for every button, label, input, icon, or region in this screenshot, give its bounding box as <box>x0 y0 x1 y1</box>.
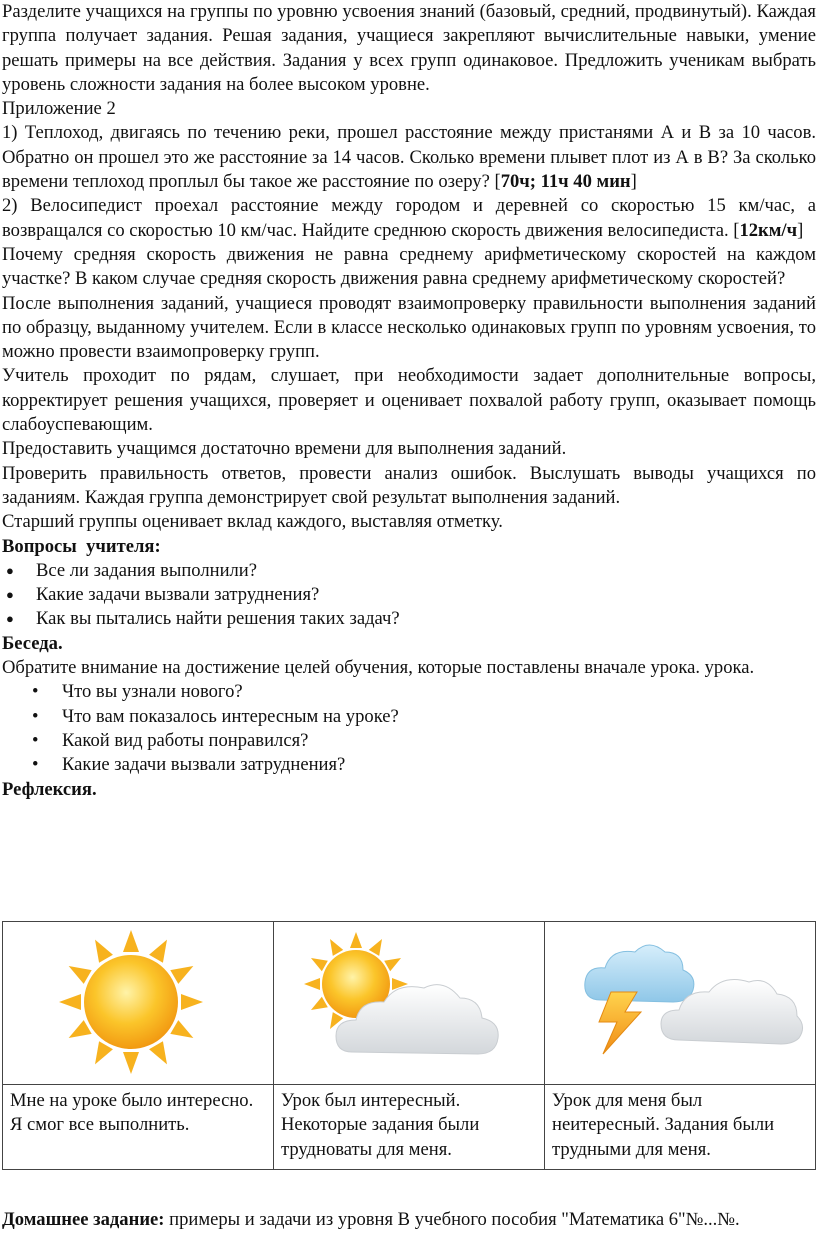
sun-icon <box>3 922 273 1079</box>
groups-paragraph: Разделите учащихся на группы по уровню усвоения знаний (базовый, средний, продвинутый). Каждая группа получает задания. Решая задания, учащиеся закрепляют вычислительные навыки, умение решать примеры на все действия. Задания у всех групп одинаковое. Предложить ученикам выбрать уровень сложности задания на более высоком уровне. <box>2 1 816 95</box>
questions-heading: Вопросы учителя: <box>2 535 161 557</box>
mutual-check-paragraph: После выполнения заданий, учащиеся проводят взаимопроверку правильности выполнения заданий по образцу, выданному учителем. Если в классе несколько одинаковых групп по уровням усвоения, то можно провести взаимопроверку групп. <box>2 292 816 363</box>
senior-paragraph: Старший группы оценивает вклад каждого, выставляя отметку. <box>2 511 503 533</box>
reflection-caption-1: Мне на уроке было интересно. Я смог все выполнить. <box>3 1085 274 1170</box>
list-item: • Какой вид работы понравился? <box>2 729 816 753</box>
list-item: • Что вы узнали нового? <box>2 680 816 704</box>
task-1-answer: 70ч; 11ч 40 мин <box>500 171 631 193</box>
task-2: 2) Велосипедист проехал расстояние между городом и деревней со скоростью 15 км/час, а возвращался со скоростью 10 км/час. Найдите среднюю скорость движения велосипедиста. [12км/ч] <box>2 195 816 241</box>
list-item: ● Все ли задания выполнили? <box>2 559 816 583</box>
reflection-cell-2 <box>274 922 545 1085</box>
time-paragraph: Предоставить учащимся достаточно времени для выполнения заданий. <box>2 438 567 460</box>
appendix-label: Приложение 2 <box>2 98 116 120</box>
homework-label: Домашнее задание: <box>2 1209 165 1230</box>
reflection-caption-2: Урок был интересный. Некоторые задания были трудноваты для меня. <box>274 1085 545 1170</box>
task-2-text: 2) Велосипедист проехал расстояние между городом и деревней со скоростью 15 км/час, а возвращался со скоростью 10 км/час. Найдите среднюю скорость движения велосипедиста. [ <box>2 195 816 241</box>
list-item: ● Какие задачи вызвали затруднения? <box>2 583 816 607</box>
check-paragraph: Проверить правильность ответов, провести анализ ошибок. Выслушать выводы учащихся по заданиям. Каждая группа демонстрирует свой результат выполнения заданий. <box>2 462 816 508</box>
reflection-heading: Рефлексия. <box>2 778 97 800</box>
talk-list <box>2 680 816 777</box>
talk-paragraph: Обратите внимание на достижение целей обучения, которые поставлены вначале урока. урока. <box>2 657 755 679</box>
questions-list <box>2 559 816 632</box>
task-1-text: 1) Теплоход, двигаясь по течению реки, прошел расстояние между пристанями А и В за 10 часов. Обратно он прошел это же расстояние за 14 часов. Сколько времени плывет плот из А в В? За сколько времени теплоход проплыл бы такое же расстояние по озеру? [ <box>2 122 816 193</box>
list-item: • Какие задачи вызвали затруднения? <box>2 753 816 777</box>
thunder-cloud-icon <box>545 922 815 1079</box>
task-1: 1) Теплоход, двигаясь по течению реки, прошел расстояние между пристанями А и В за 10 часов. Обратно он прошел это же расстояние за 14 часов. Сколько времени плывет плот из А в В? За сколько времени теплоход проплыл бы такое же расстояние по озеру? [70ч; 11ч 40 мин] <box>2 122 816 193</box>
reflection-caption-3: Урок для меня был неитересный. Задания были трудными для меня. <box>545 1085 816 1170</box>
why-paragraph: Почему средняя скорость движения не равна среднему арифметическому скоростей на каждом участке? В каком случае средняя скорость движения равна среднему арифметическому скоростей? <box>2 243 816 290</box>
reflection-cell-3 <box>545 922 816 1085</box>
homework-text: примеры и задачи из уровня В учебного пособия "Математика 6"№...№. <box>164 1209 740 1230</box>
list-item: ● Как вы пытались найти решения таких задач? <box>2 607 816 631</box>
teacher-paragraph: Учитель проходит по рядам, слушает, при необходимости задает дополнительные вопросы, корректирует решения учащихся, проверяет и оценивает похвалой работу групп, оказывает помощь слабоуспевающим. <box>2 365 816 436</box>
list-item: • Что вам показалось интересным на уроке? <box>2 705 816 729</box>
reflection-cell-1 <box>3 922 274 1085</box>
talk-heading: Беседа. <box>2 632 63 654</box>
task-2-answer: 12км/ч <box>739 219 798 241</box>
reflection-table <box>2 921 816 1170</box>
homework-paragraph <box>2 1208 816 1232</box>
sun-behind-cloud-icon <box>274 922 544 1079</box>
